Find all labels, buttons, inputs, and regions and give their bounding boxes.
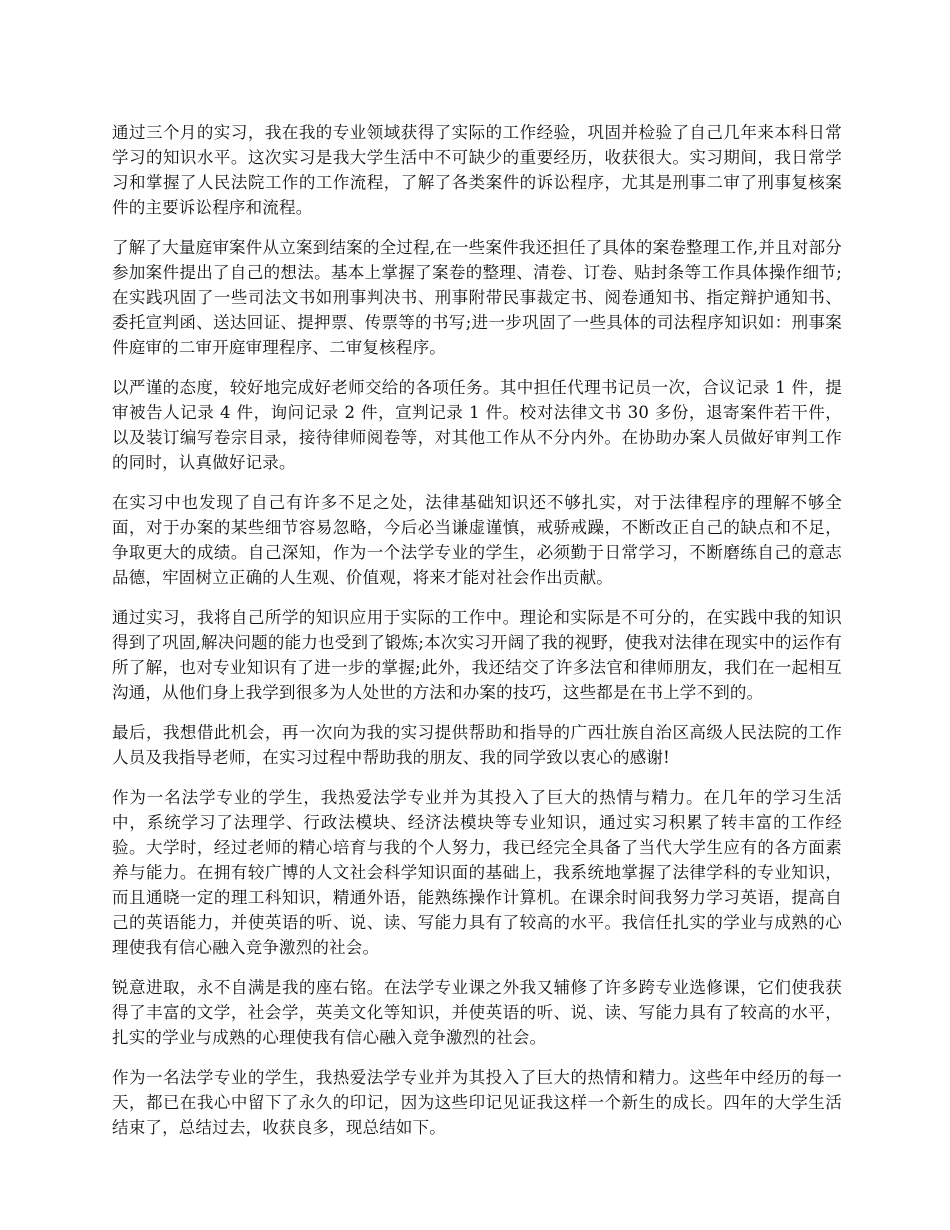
paragraph-internship-overview: 通过三个月的实习，我在我的专业领域获得了实际的工作经验，巩固并检验了自己几年来本科日常学习的知识水平。这次实习是我大学生活中不可缺少的重要经历，收获很大。实习期间，我日常学习和掌握了人民法院工作的工作流程，了解了各类案件的诉讼程序，尤其是刑事二审了刑事复核案件的主要诉讼程序和流程。	[112, 123, 842, 217]
paragraph-case-handling: 了解了大量庭审案件从立案到结案的全过程,在一些案件我还担任了具体的案卷整理工作,并且对部分参加案件提出了自己的想法。基本上掌握了案卷的整理、清卷、订卷、贴封条等工作具体操作细节;在实践巩固了一些司法文书如刑事判决书、刑事附带民事裁定书、阅卷通知书、指定辩护通知书、委托宣判函、送达回证、提押票、传票等的书写;进一步巩固了一些具体的司法程序知识如：刑事案件庭审的二审开庭审理程序、二审复核程序。	[112, 238, 842, 357]
paragraph-knowledge-applied: 通过实习，我将自己所学的知识应用于实际的工作中。理论和实际是不可分的，在实践中我的知识得到了巩固,解决问题的能力也受到了锻炼;本次实习开阔了我的视野，使我对法律在现实中的运作有所了解，也对专业知识有了进一步的掌握;此外，我还结交了许多法官和律师朋友，我们在一起相互沟通，从他们身上我学到很多为人处世的方法和办案的技巧，这些都是在书上学不到的。	[112, 608, 842, 702]
paragraph-acknowledgement: 最后，我想借此机会，再一次向为我的实习提供帮助和指导的广西壮族自治区高级人民法院的工作人员及我指导老师，在实习过程中帮助我的朋友、我的同学致以衷心的感谢!	[112, 723, 842, 767]
document-page	[112, 120, 842, 1155]
paragraph-law-student-profile: 作为一名法学专业的学生，我热爱法学专业并为其投入了巨大的热情与精力。在几年的学习生活中，系统学习了法理学、行政法模块、经济法模块等专业知识，通过实习积累了转丰富的工作经验。大学时，经过老师的精心培育与我的个人努力，我已经完全具备了当代大学生应有的各方面素养与能力。在拥有较广博的人文社会科学知识面的基础上，我系统地掌握了法律学科的专业知识，而且通晓一定的理工科知识，精通外语，能熟练操作计算机。在课余时间我努力学习英语，提高自己的英语能力，并使英语的听、说、读、写能力具有了较高的水平。我信任扎实的学业与成熟的心理使我有信心融入竞争激烈的社会。	[112, 788, 842, 957]
paragraph-tasks-completed: 以严谨的态度，较好地完成好老师交给的各项任务。其中担任代理书记员一次，合议记录 1 件，提审被告人记录 4 件，询问记录 2 件，宣判记录 1 件。校对法律文书 30 多份，退寄案件若干件，以及装订编写卷宗目录，接待律师阅卷等，对其他工作从不分内外。在协助办案人员做好审判工作的同时，认真做好记录。	[112, 378, 842, 472]
paragraph-shortcomings: 在实习中也发现了自己有许多不足之处，法律基础知识还不够扎实，对于法律程序的理解不够全面，对于办案的某些细节容易忽略，今后必当谦虚谨慎，戒骄戒躁，不断改正自己的缺点和不足，争取更大的成绩。自己深知，作为一个法学专业的学生，必须勤于日常学习，不断磨练自己的意志品德，牢固树立正确的人生观、价值观，将来才能对社会作出贡献。	[112, 493, 842, 587]
paragraph-summary-intro: 作为一名法学专业的学生，我热爱法学专业并为其投入了巨大的热情和精力。这些年中经历的每一天，都已在我心中留下了永久的印记，因为这些印记见证我这样一个新生的成长。四年的大学生活结束了，总结过去，收获良多，现总结如下。	[112, 1068, 842, 1137]
paragraph-motto: 锐意进取，永不自满是我的座右铭。在法学专业课之外我又辅修了许多跨专业选修课，它们使我获得了丰富的文学，社会学，英美文化等知识，并使英语的听、说、读、写能力具有了较高的水平，扎实的学业与成熟的心理使我有信心融入竞争激烈的社会。	[112, 978, 842, 1047]
